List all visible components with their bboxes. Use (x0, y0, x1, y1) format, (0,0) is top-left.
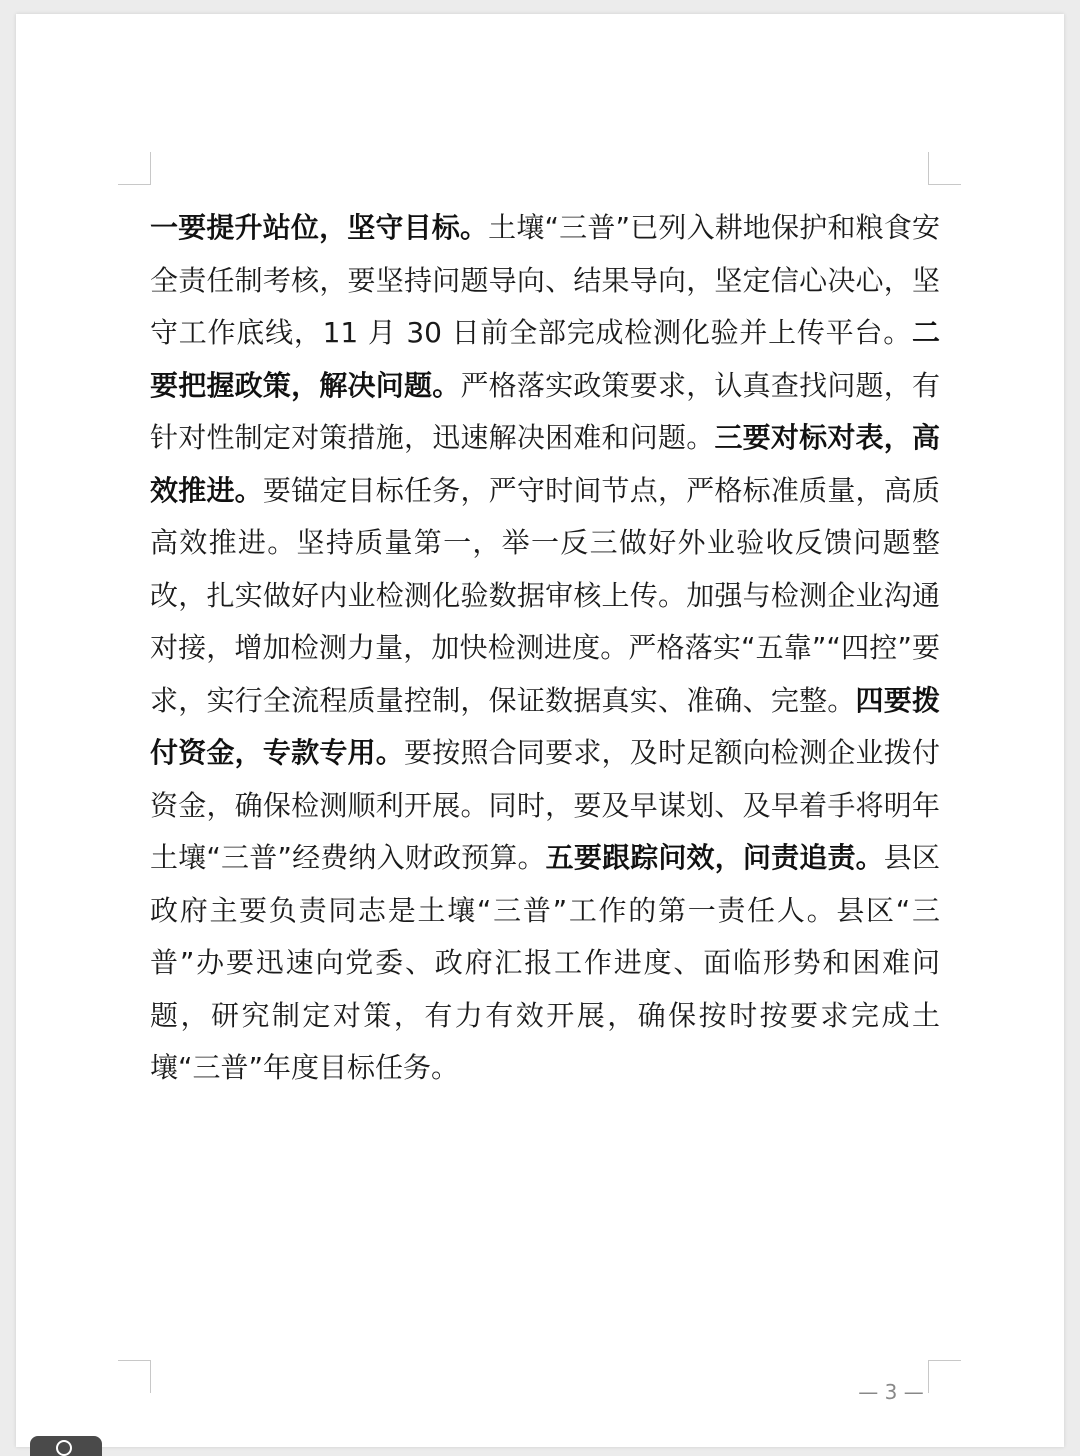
margin-mark-top-left (118, 152, 151, 185)
heading-point-3: 三要对标对表，高效推进。 (150, 421, 940, 507)
text-point-2: 严格落实政策要求，认真查找问题，有针对性制定对策措施，迅速解决困难和问题。 (150, 368, 940, 454)
heading-point-4: 四要拨付资金，专款专用。 (150, 683, 940, 769)
body-paragraph (150, 202, 940, 1095)
text-point-1: 土壤“三普”已列入耕地保护和粮食安全责任制考核，要坚持问题导向、结果导向，坚定信心决心，坚守工作底线，11 月 30 日前全部完成检测化验并上传平台。 (150, 211, 940, 349)
document-page (16, 14, 1064, 1447)
margin-mark-top-right (928, 152, 961, 185)
text-point-5: 县区政府主要负责同志是土壤“三普”工作的第一责任人。县区“三普”办要迅速向党委、政府汇报工作进度、面临形势和困难问题，研究制定对策，有力有效开展，确保按时按要求完成土壤“三普”年度目标任务。 (150, 841, 940, 1084)
margin-mark-bottom-left (118, 1360, 151, 1393)
floating-assistant-button[interactable] (30, 1436, 102, 1456)
text-point-3: 要锚定目标任务，严守时间节点，严格标准质量，高质高效推进。坚持质量第一，举一反三做好外业验收反馈问题整改，扎实做好内业检测化验数据审核上传。加强与检测企业沟通对接，增加检测力量，加快检测进度。严格落实“五靠”“四控”要求，实行全流程质量控制，保证数据真实、准确、完整。 (150, 473, 940, 717)
heading-point-1: 一要提升站位，坚守目标。 (150, 211, 489, 244)
heading-point-2: 二要把握政策，解决问题。 (150, 316, 940, 402)
heading-point-5: 五要跟踪问效，问责追责。 (545, 841, 884, 874)
assistant-icon (56, 1440, 72, 1456)
page-number: — 3 — (858, 1380, 924, 1404)
text-point-4: 要按照合同要求，及时足额向检测企业拨付资金，确保检测顺利开展。同时，要及早谋划、及早着手将明年土壤“三普”经费纳入财政预算。 (150, 736, 940, 874)
